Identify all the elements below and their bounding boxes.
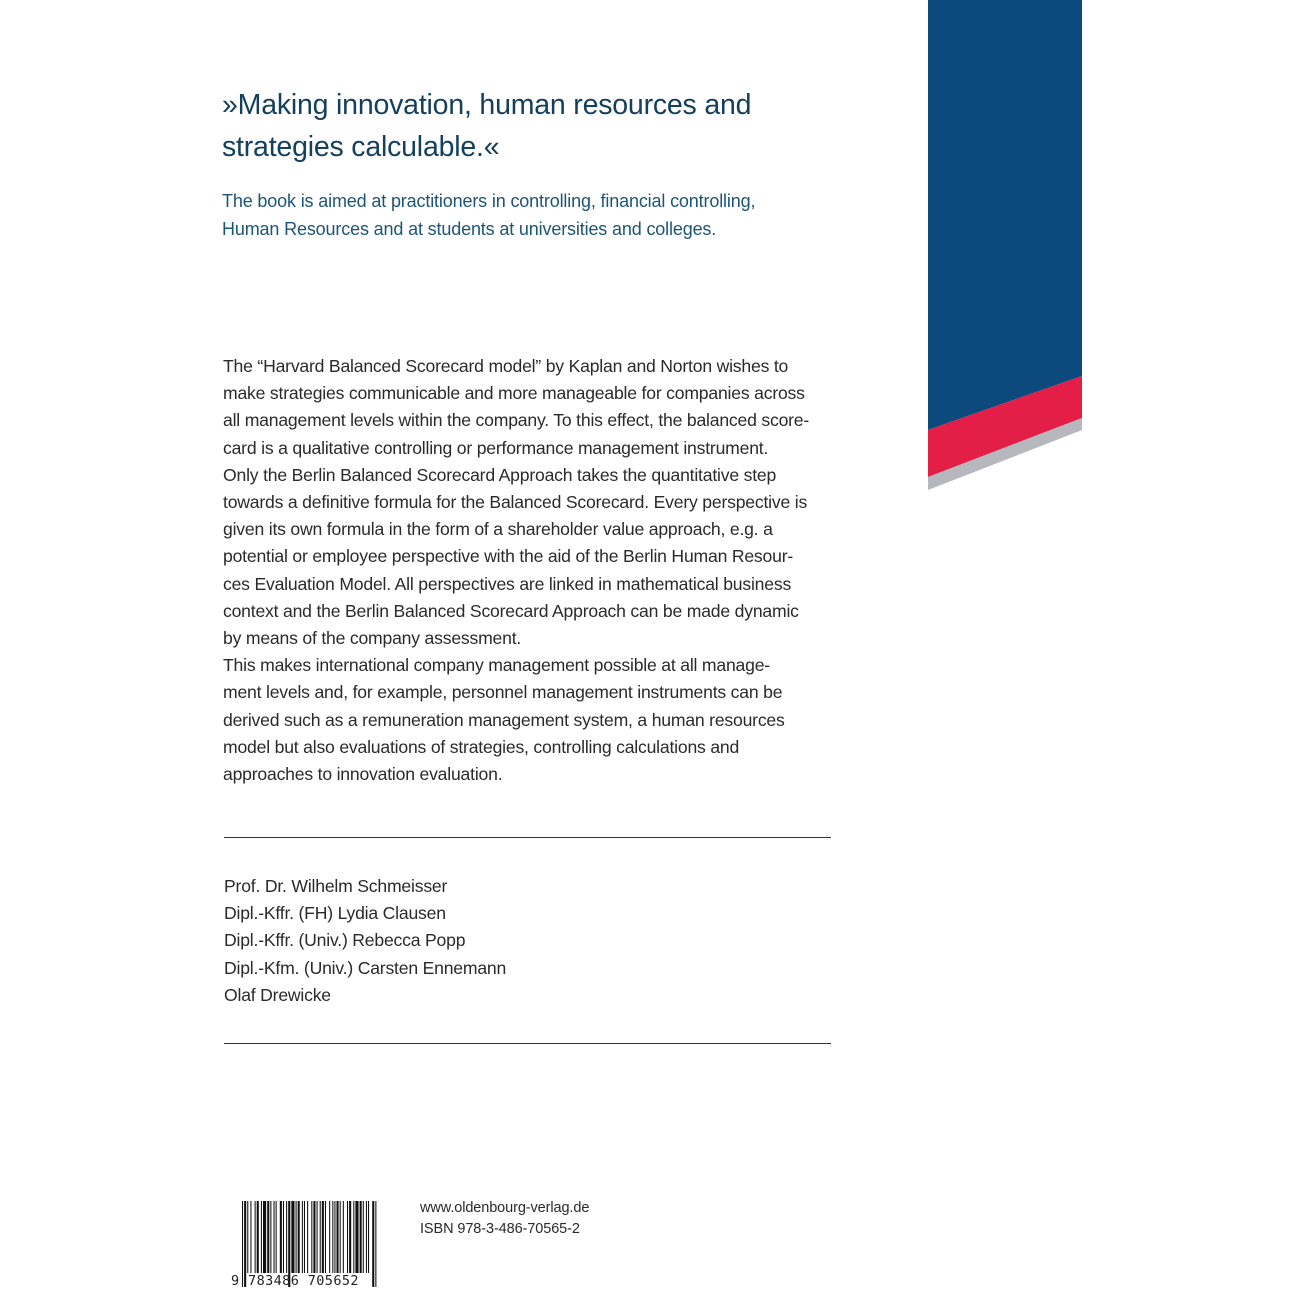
barcode-bar — [332, 1201, 333, 1273]
barcode-bar — [247, 1201, 248, 1273]
description-line: by means of the company assessment. — [223, 628, 522, 649]
barcode-bar — [286, 1201, 287, 1273]
audience-line: The book is aimed at practitioners in controlling, financial controlling, — [222, 191, 756, 211]
barcode-bar — [296, 1201, 297, 1273]
barcode-bar — [353, 1201, 354, 1273]
tagline-line: strategies calculable.« — [222, 131, 500, 163]
barcode-bar — [363, 1201, 364, 1273]
description-line: model but also evaluations of strategies, controlling calculations and — [223, 736, 740, 757]
barcode-bar — [283, 1201, 284, 1273]
barcode-bar — [250, 1201, 251, 1273]
barcode-bar — [347, 1201, 348, 1273]
barcode-bar — [322, 1201, 324, 1273]
barcode-bar — [360, 1201, 362, 1273]
description-line: card is a qualitative controlling or performance management instrument. — [223, 437, 769, 458]
isbn-number: ISBN 978-3-486-70565-2 — [420, 1221, 580, 1237]
barcode-bar — [320, 1201, 321, 1273]
description — [223, 353, 835, 788]
barcode-bar — [343, 1201, 344, 1273]
divider-top — [224, 837, 831, 838]
barcode-bar — [276, 1201, 277, 1273]
tagline — [222, 84, 822, 168]
author-name: Olaf Drewicke — [224, 984, 331, 1005]
author-name: Dipl.-Kffr. (Univ.) Rebecca Popp — [224, 930, 466, 951]
divider-bottom — [224, 1043, 831, 1044]
barcode-bar — [325, 1201, 326, 1273]
publisher-info — [420, 1198, 589, 1240]
barcode-bar — [313, 1201, 315, 1273]
author-name: Dipl.-Kffr. (FH) Lydia Clausen — [224, 903, 446, 924]
description-line: towards a definitive formula for the Balanced Scorecard. Every perspective is — [223, 492, 808, 513]
barcode-bar — [298, 1201, 300, 1273]
barcode-bar — [366, 1201, 367, 1273]
barcode-bar — [329, 1201, 330, 1273]
cover-ribbon — [928, 0, 1082, 500]
barcode-bar — [368, 1201, 369, 1273]
barcode-bar — [304, 1201, 305, 1273]
barcode-bar — [291, 1201, 294, 1273]
barcode-bar — [261, 1201, 262, 1273]
description-line: ment levels and, for example, personnel management instruments can be — [223, 682, 783, 703]
description-line: Only the Berlin Balanced Scorecard Approach takes the quantitative step — [223, 464, 777, 485]
barcode-bar — [334, 1201, 335, 1273]
barcode-bar — [274, 1201, 275, 1273]
description-line: The “Harvard Balanced Scorecard model” by Kaplan and Norton wishes to — [223, 356, 789, 376]
author-name: Dipl.-Kfm. (Univ.) Carsten Ennemann — [224, 957, 507, 978]
barcode-bar — [255, 1201, 256, 1273]
description-line: ces Evaluation Model. All perspectives are linked in mathematical business — [223, 573, 792, 594]
author-name: Prof. Dr. Wilhelm Schmeisser — [224, 876, 448, 896]
barcode-digits: 9 783486 705652 — [231, 1273, 359, 1289]
barcode-bar — [307, 1201, 308, 1273]
barcode-bar — [355, 1201, 358, 1273]
ribbon-blue-band — [928, 0, 1082, 430]
barcode-bar — [257, 1201, 259, 1273]
description-line: given its own formula in the form of a shareholder value approach, e.g. a — [223, 519, 773, 540]
description-line: potential or employee perspective with the aid of the Berlin Human Resour- — [223, 546, 794, 567]
barcode-bar — [349, 1201, 351, 1273]
description-line: context and the Berlin Balanced Scorecard Approach can be made dynamic — [223, 600, 799, 621]
description-line: derived such as a remuneration management system, a human resources — [223, 709, 785, 730]
barcode-bar — [302, 1201, 303, 1273]
barcode-bar — [263, 1201, 266, 1273]
barcode-bar — [317, 1201, 318, 1273]
barcode-bar — [311, 1201, 312, 1273]
description-line: This makes international company management possible at all manage- — [223, 655, 770, 676]
audience-statement — [222, 188, 842, 243]
barcode-bar — [337, 1201, 339, 1273]
audience-line: Human Resources and at students at universities and colleges. — [222, 218, 717, 239]
description-line: make strategies communicable and more manageable for companies across — [223, 383, 805, 404]
barcode-bar — [280, 1201, 282, 1273]
description-line: all management levels within the company. To this effect, the balanced score- — [223, 410, 810, 431]
description-line: approaches to innovation evaluation. — [223, 764, 503, 785]
author-list — [224, 873, 824, 1009]
barcode-bar — [267, 1201, 269, 1273]
publisher-website: www.oldenbourg-verlag.de — [420, 1200, 590, 1216]
barcode-bar — [340, 1201, 341, 1273]
tagline-line: »Making innovation, human resources and — [222, 89, 752, 121]
barcode-bar — [270, 1201, 271, 1273]
